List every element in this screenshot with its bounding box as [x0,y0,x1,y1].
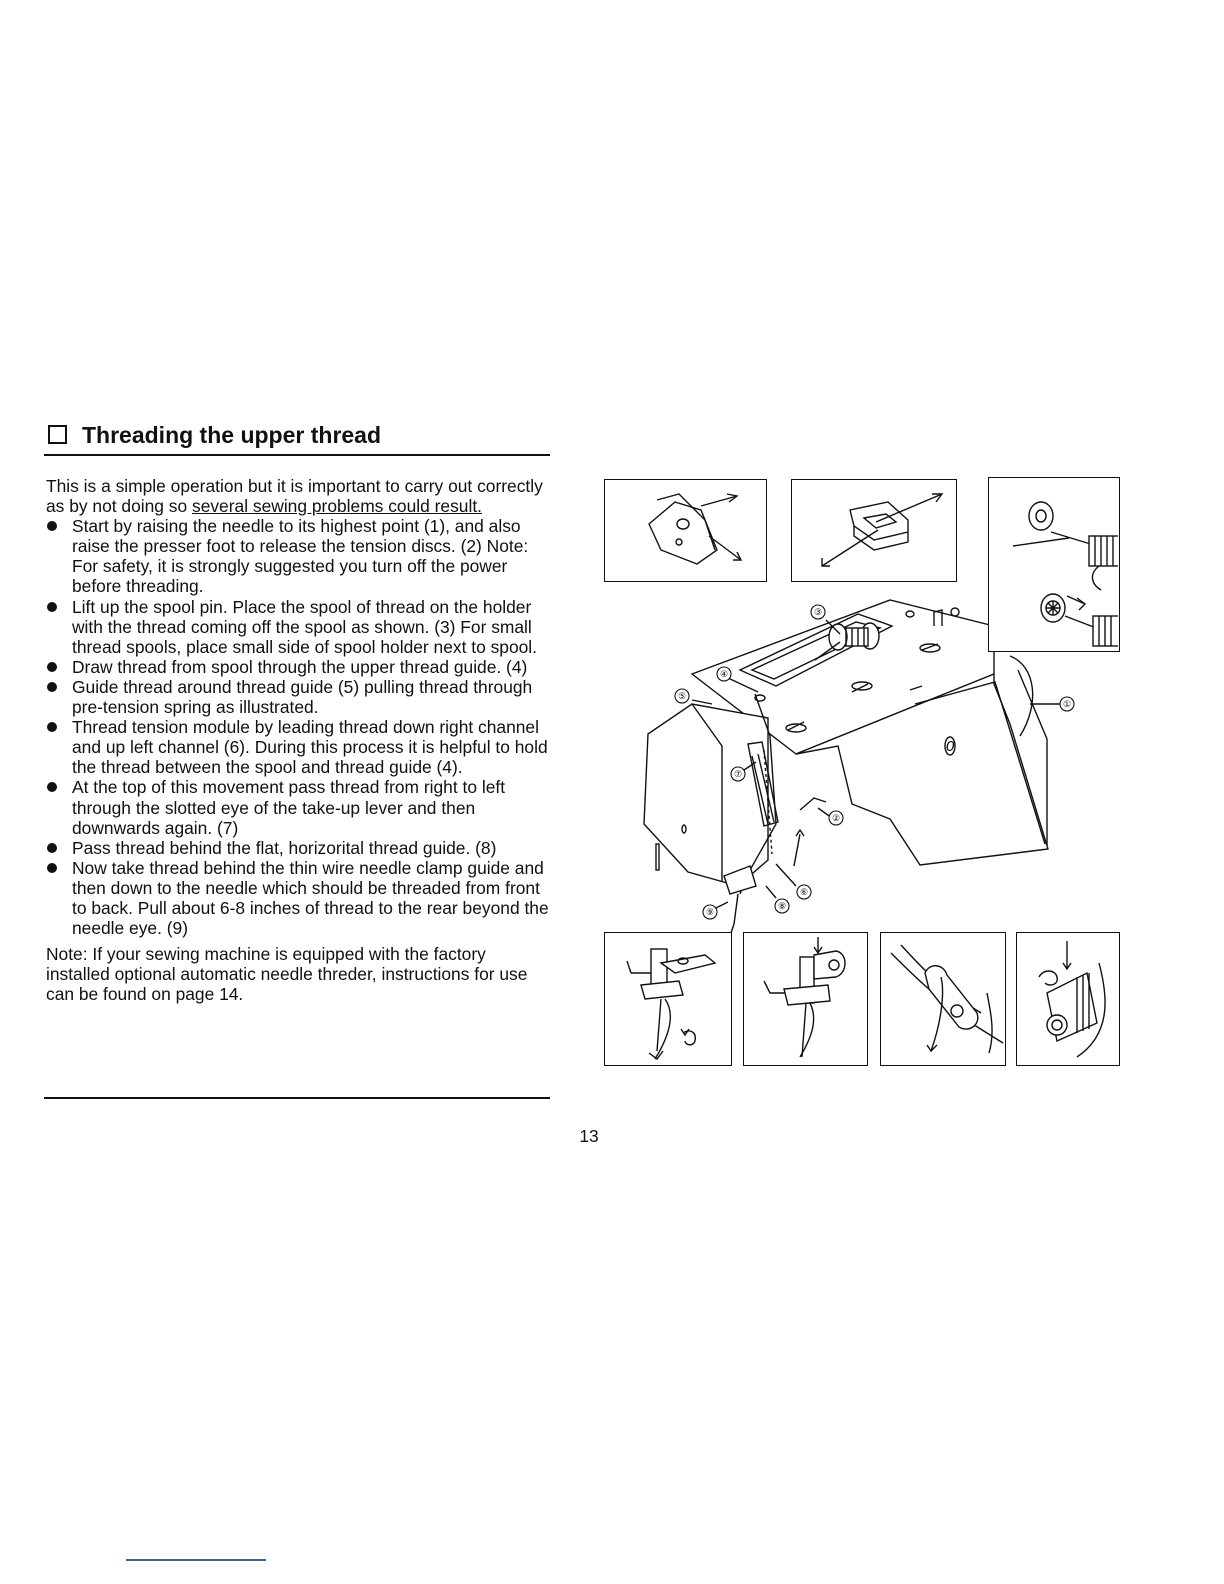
svg-text:⑥: ⑥ [799,887,809,897]
bullet-icon [47,682,57,692]
callout-2 [829,811,843,825]
threading-illustration [600,474,1124,1070]
callout-6 [797,885,811,899]
bullet-icon [47,782,57,792]
list-item: Lift up the spool pin. Place the spool of thread on the holder with the thread coming off the spool as shown. (3) For small thread spools, place small side of spool holder next to spool. [46,597,552,657]
svg-text:④: ④ [719,669,729,679]
bullet-icon [47,863,57,873]
heading-checkbox-icon [48,425,67,444]
callout-5 [675,689,689,703]
inset-spool-holder [988,477,1120,652]
inset-thread-guide [604,479,767,582]
section-heading [44,420,550,456]
footer-rule [126,1559,266,1561]
svg-text:⑤: ⑤ [677,691,687,701]
callout-7 [731,767,745,781]
callout-4 [717,667,731,681]
bullet-icon [47,722,57,732]
svg-text:②: ② [831,813,841,823]
list-item: Pass thread behind the flat, horizorital thread guide. (8) [46,838,552,858]
instructions-body [46,476,552,1004]
page-number: 13 [579,1126,599,1146]
svg-text:⑨: ⑨ [705,907,715,917]
inset-needle-threading [604,932,732,1066]
callout-9 [703,905,717,919]
list-item: Guide thread around thread guide (5) pulling thread through pre-tension spring as illustrated. [46,677,552,717]
inset-upper-guide [791,479,957,582]
intro-warning: several sewing problems could result. [192,496,482,517]
list-item: At the top of this movement pass thread from right to left through the slotted eye of the take-up lever and then downwards again. (7) [46,777,552,837]
list-item: Draw thread from spool through the upper thread guide. (4) [46,657,552,677]
inset-needle-clamp [743,932,868,1066]
bullet-icon [47,602,57,612]
bullet-icon [47,521,57,531]
section-divider [44,1097,550,1099]
inset-takeup-lever [880,932,1006,1066]
note-text: Note: If your sewing machine is equipped with the factory installed optional automatic needle threder, instructions for use can be found on page 14. [46,944,528,1005]
callout-3 [811,605,825,619]
bullet-icon [47,843,57,853]
machine-label: 0 [945,738,955,755]
svg-text:⑦: ⑦ [733,769,743,779]
intro-text: This is a simple operation but it is important to carry out correctly as by not doing so [46,476,543,517]
svg-text:③: ③ [813,607,823,617]
list-item: Start by raising the needle to its highest point (1), and also raise the presser foot to release the tension discs. (2) Note: For safety, it is strongly suggested you turn off the power before threading. [46,516,552,596]
bullet-icon [47,662,57,672]
svg-text:①: ① [1062,699,1072,709]
list-item: Now take thread behind the thin wire needle clamp guide and then down to the needle which should be threaded from front to back. Pull about 6-8 inches of thread to the rear beyond the needle eye. (9) [46,858,552,938]
list-item: Thread tension module by leading thread down right channel and up left channel (6). During this process it is helpful to hold the thread between the spool and thread guide (4). [46,717,552,777]
inset-tension-module [1016,932,1120,1066]
steps-list [46,516,552,938]
section-title: Threading the upper thread [82,422,382,448]
svg-text:⑧: ⑧ [777,901,787,911]
callout-1 [1060,697,1074,711]
callout-8 [775,899,789,913]
intro-paragraph [46,476,552,516]
